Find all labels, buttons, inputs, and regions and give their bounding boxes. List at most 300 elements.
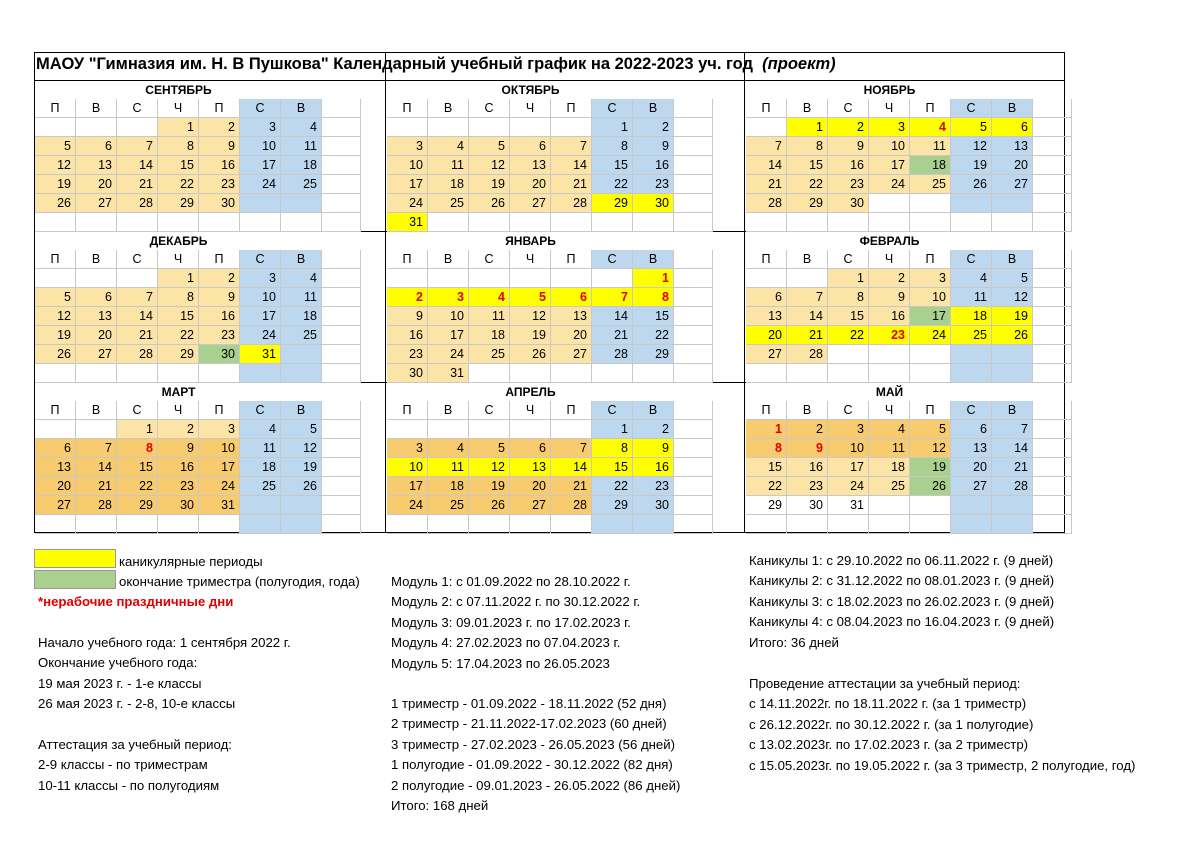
calendar-empty-cell xyxy=(633,364,674,383)
weekday-header: Ч xyxy=(158,250,199,269)
spacer-cell xyxy=(1033,477,1072,496)
calendar-day: 24 xyxy=(387,496,428,515)
calendar-empty-cell xyxy=(428,269,469,288)
spacer-cell xyxy=(322,307,361,326)
spacer-cell xyxy=(1033,99,1072,118)
calendar-day: 7 xyxy=(551,137,592,156)
calendar-empty-cell xyxy=(951,515,992,534)
calendar-day: 12 xyxy=(469,156,510,175)
calendar-empty-cell xyxy=(551,364,592,383)
calendar-empty-cell xyxy=(828,515,869,534)
note-line: Окончание учебного года: xyxy=(38,655,198,671)
spacer-cell xyxy=(1033,420,1072,439)
calendar-day: 9 xyxy=(869,288,910,307)
weekday-header: С xyxy=(828,401,869,420)
spacer-cell xyxy=(1033,307,1072,326)
calendar-day: 30 xyxy=(787,496,828,515)
calendar-day: 25 xyxy=(469,345,510,364)
calendar-empty-cell xyxy=(551,420,592,439)
calendar-day: 29 xyxy=(592,194,633,213)
calendar-day: 21 xyxy=(117,175,158,194)
calendar-empty-cell xyxy=(746,364,787,383)
calendar-day: 3 xyxy=(387,439,428,458)
calendar-day: 2 xyxy=(199,269,240,288)
month-name: ЯНВАРЬ xyxy=(505,234,556,248)
calendar-empty-cell xyxy=(828,213,869,232)
calendar-day: 6 xyxy=(510,439,551,458)
calendar-day: 7 xyxy=(551,439,592,458)
calendar-day: 9 xyxy=(633,439,674,458)
calendar-day: 27 xyxy=(76,194,117,213)
calendar-day: 30 xyxy=(199,194,240,213)
calendar-day: 26 xyxy=(510,345,551,364)
calendar-day: 10 xyxy=(387,458,428,477)
calendar-day: 22 xyxy=(117,477,158,496)
calendar-day: 6 xyxy=(76,137,117,156)
calendar-empty-cell xyxy=(428,118,469,137)
calendar-day: 8 xyxy=(828,288,869,307)
calendar-empty-cell xyxy=(910,213,951,232)
calendar-day: 25 xyxy=(428,496,469,515)
calendar-day: 31 xyxy=(199,496,240,515)
calendar-day: 19 xyxy=(992,307,1033,326)
calendar-day: 6 xyxy=(746,288,787,307)
calendar-empty-cell xyxy=(117,269,158,288)
calendar-day: 17 xyxy=(240,307,281,326)
calendar-empty-cell xyxy=(35,269,76,288)
spacer-cell xyxy=(322,175,361,194)
spacer-cell xyxy=(322,269,361,288)
weekday-header: С xyxy=(240,401,281,420)
weekday-header: В xyxy=(76,99,117,118)
spacer-cell xyxy=(674,420,713,439)
calendar-day: 16 xyxy=(199,156,240,175)
weekday-header: Ч xyxy=(869,250,910,269)
calendar-day: 8 xyxy=(117,439,158,458)
calendar-empty-cell xyxy=(633,515,674,534)
calendar-day: 29 xyxy=(592,496,633,515)
weekday-header: П xyxy=(551,401,592,420)
calendar-day: 20 xyxy=(76,326,117,345)
calendar-empty-cell xyxy=(35,213,76,232)
calendar-day: 21 xyxy=(551,175,592,194)
calendar-empty-cell xyxy=(828,364,869,383)
calendar-day: 18 xyxy=(910,156,951,175)
spacer-cell xyxy=(674,175,713,194)
calendar-day: 13 xyxy=(951,439,992,458)
calendar-day: 29 xyxy=(746,496,787,515)
weekday-header: С xyxy=(951,99,992,118)
spacer-cell xyxy=(322,137,361,156)
calendar-day: 3 xyxy=(240,269,281,288)
calendar-day: 16 xyxy=(199,307,240,326)
calendar-day: 18 xyxy=(469,326,510,345)
title-main: МАОУ "Гимназия им. Н. В Пушкова" Календарный учебный график на 2022-2023 уч. год xyxy=(36,55,753,73)
calendar-day: 30 xyxy=(633,496,674,515)
calendar-empty-cell xyxy=(746,118,787,137)
calendar-day: 9 xyxy=(199,137,240,156)
calendar-day: 7 xyxy=(992,420,1033,439)
calendar-empty-cell xyxy=(387,420,428,439)
weekday-header: Ч xyxy=(158,99,199,118)
weekday-header: Ч xyxy=(510,250,551,269)
calendar-day: 21 xyxy=(992,458,1033,477)
calendar-day: 16 xyxy=(158,458,199,477)
calendar-empty-cell xyxy=(117,118,158,137)
calendar-day: 8 xyxy=(158,288,199,307)
note-line: Начало учебного года: 1 сентября 2022 г. xyxy=(38,635,291,650)
calendar-empty-cell xyxy=(387,515,428,534)
calendar-empty-cell xyxy=(469,118,510,137)
calendar-day: 3 xyxy=(387,137,428,156)
weekday-header: П xyxy=(746,401,787,420)
calendar-day: 6 xyxy=(951,420,992,439)
calendar-day: 7 xyxy=(746,137,787,156)
calendar-empty-cell xyxy=(910,496,951,515)
attestation-line: Проведение аттестации за учебный период: xyxy=(749,676,1021,691)
calendar-day: 15 xyxy=(158,156,199,175)
spacer-cell xyxy=(322,477,361,496)
period-line: 3 триместр - 27.02.2023 - 26.05.2023 (56 дней) xyxy=(391,736,676,752)
calendar-day: 19 xyxy=(469,175,510,194)
calendar-empty-cell xyxy=(428,213,469,232)
calendar-empty-cell xyxy=(35,515,76,534)
calendar-day: 22 xyxy=(633,326,674,345)
calendar-empty-cell xyxy=(428,420,469,439)
weekday-header: П xyxy=(199,401,240,420)
calendar-empty-cell xyxy=(633,213,674,232)
weekday-header: С xyxy=(117,99,158,118)
calendar-day: 9 xyxy=(828,137,869,156)
calendar-day: 24 xyxy=(428,345,469,364)
weekday-header: С xyxy=(240,250,281,269)
vacation-line: Итого: 36 дней xyxy=(749,634,839,650)
calendar-empty-cell xyxy=(551,515,592,534)
calendar-day: 19 xyxy=(35,175,76,194)
calendar-day: 5 xyxy=(510,288,551,307)
calendar-day: 4 xyxy=(951,269,992,288)
weekday-header: П xyxy=(387,250,428,269)
calendar-day: 22 xyxy=(828,326,869,345)
calendar-day: 18 xyxy=(428,477,469,496)
calendar-day: 10 xyxy=(387,156,428,175)
calendar-day: 27 xyxy=(992,175,1033,194)
calendar-day: 12 xyxy=(951,137,992,156)
calendar-empty-cell xyxy=(281,515,322,534)
spacer-cell xyxy=(322,515,361,534)
calendar-day: 3 xyxy=(240,118,281,137)
weekday-header: П xyxy=(387,99,428,118)
weekday-header: С xyxy=(828,250,869,269)
calendar-day: 15 xyxy=(592,156,633,175)
calendar-day: 23 xyxy=(199,326,240,345)
weekday-header: Ч xyxy=(158,401,199,420)
calendar-day: 25 xyxy=(281,326,322,345)
calendar-empty-cell xyxy=(117,213,158,232)
calendar-day: 13 xyxy=(510,458,551,477)
calendar-empty-cell xyxy=(76,118,117,137)
spacer-cell xyxy=(1033,213,1072,232)
calendar-day: 21 xyxy=(746,175,787,194)
weekday-header: В xyxy=(787,401,828,420)
calendar-empty-cell xyxy=(76,515,117,534)
calendar-empty-cell xyxy=(387,118,428,137)
calendar-day: 23 xyxy=(633,477,674,496)
calendar-day: 11 xyxy=(428,458,469,477)
calendar-day: 1 xyxy=(633,269,674,288)
calendar-day: 12 xyxy=(35,307,76,326)
legend-term-end-label: окончание триместра (полугодия, года) xyxy=(119,574,360,589)
calendar-empty-cell xyxy=(469,515,510,534)
calendar-day: 2 xyxy=(787,420,828,439)
calendar-day: 26 xyxy=(281,477,322,496)
calendar-day: 27 xyxy=(76,345,117,364)
calendar-day: 24 xyxy=(869,175,910,194)
spacer-cell xyxy=(322,496,361,515)
calendar-day: 18 xyxy=(428,175,469,194)
calendar-day: 17 xyxy=(240,156,281,175)
weekday-header: В xyxy=(76,250,117,269)
calendar-day: 20 xyxy=(951,458,992,477)
calendar-day: 20 xyxy=(551,326,592,345)
calendar-empty-cell xyxy=(992,515,1033,534)
calendar-empty-cell xyxy=(551,269,592,288)
weekday-header: П xyxy=(746,250,787,269)
calendar-day: 23 xyxy=(387,345,428,364)
calendar-empty-cell xyxy=(592,364,633,383)
calendar-day: 4 xyxy=(428,137,469,156)
calendar-day: 24 xyxy=(387,194,428,213)
spacer-cell xyxy=(674,288,713,307)
calendar-day: 5 xyxy=(992,269,1033,288)
weekday-header: В xyxy=(281,401,322,420)
calendar-day: 8 xyxy=(158,137,199,156)
calendar-day: 18 xyxy=(281,307,322,326)
calendar-day: 9 xyxy=(158,439,199,458)
calendar-day: 12 xyxy=(469,458,510,477)
calendar-day: 22 xyxy=(787,175,828,194)
calendar-day: 24 xyxy=(240,175,281,194)
calendar-empty-cell xyxy=(76,420,117,439)
calendar-day: 16 xyxy=(787,458,828,477)
calendar-day: 8 xyxy=(746,439,787,458)
calendar-day: 5 xyxy=(951,118,992,137)
calendar-day: 10 xyxy=(910,288,951,307)
spacer-cell xyxy=(1033,458,1072,477)
calendar-day: 5 xyxy=(469,439,510,458)
calendar-day: 23 xyxy=(787,477,828,496)
weekday-header: В xyxy=(992,99,1033,118)
calendar-day: 28 xyxy=(117,345,158,364)
calendar-day: 18 xyxy=(281,156,322,175)
calendar-day: 31 xyxy=(428,364,469,383)
module-line: Модуль 1: с 01.09.2022 по 28.10.2022 г. xyxy=(391,574,631,589)
calendar-day: 25 xyxy=(910,175,951,194)
weekday-header: В xyxy=(633,250,674,269)
spacer-cell xyxy=(674,269,713,288)
spacer-cell xyxy=(322,194,361,213)
calendar-day: 2 xyxy=(828,118,869,137)
calendar-empty-cell xyxy=(240,194,281,213)
weekday-header: П xyxy=(910,401,951,420)
weekday-header: П xyxy=(910,99,951,118)
calendar-empty-cell xyxy=(469,269,510,288)
calendar-empty-cell xyxy=(199,364,240,383)
calendar-day: 8 xyxy=(592,137,633,156)
period-line: 2 полугодие - 09.01.2023 - 26.05.2022 (86 дней) xyxy=(391,777,681,793)
calendar-day: 24 xyxy=(828,477,869,496)
calendar-day: 8 xyxy=(633,288,674,307)
weekday-header: В xyxy=(992,401,1033,420)
calendar-day: 15 xyxy=(633,307,674,326)
calendar-empty-cell xyxy=(592,515,633,534)
calendar-day: 13 xyxy=(76,156,117,175)
calendar-day: 28 xyxy=(117,194,158,213)
weekday-header: П xyxy=(35,401,76,420)
calendar-day: 29 xyxy=(787,194,828,213)
calendar-day: 20 xyxy=(746,326,787,345)
calendar-day: 14 xyxy=(592,307,633,326)
calendar-day: 1 xyxy=(592,118,633,137)
calendar-empty-cell xyxy=(510,118,551,137)
spacer-cell xyxy=(1033,194,1072,213)
calendar-day: 13 xyxy=(76,307,117,326)
calendar-day: 2 xyxy=(387,288,428,307)
calendar-day: 27 xyxy=(746,345,787,364)
calendar-day: 28 xyxy=(787,345,828,364)
calendar-day: 17 xyxy=(828,458,869,477)
spacer-cell xyxy=(674,326,713,345)
spacer-cell xyxy=(322,99,361,118)
calendar-day: 4 xyxy=(869,420,910,439)
calendar-day: 1 xyxy=(787,118,828,137)
spacer-cell xyxy=(674,496,713,515)
calendar-day: 3 xyxy=(910,269,951,288)
calendar-day: 26 xyxy=(35,194,76,213)
row-separator xyxy=(34,80,1065,81)
vacation-line: Каникулы 1: с 29.10.2022 по 06.11.2022 г. (9 дней) xyxy=(749,553,1054,568)
calendar-day: 1 xyxy=(828,269,869,288)
spacer-cell xyxy=(322,439,361,458)
calendar-empty-cell xyxy=(869,194,910,213)
weekday-header: С xyxy=(469,401,510,420)
spacer-cell xyxy=(1033,156,1072,175)
calendar-day: 6 xyxy=(992,118,1033,137)
spacer-cell xyxy=(674,99,713,118)
calendar-day: 26 xyxy=(35,345,76,364)
calendar-day: 23 xyxy=(869,326,910,345)
calendar-day: 6 xyxy=(76,288,117,307)
calendar-day: 26 xyxy=(951,175,992,194)
weekday-header: Ч xyxy=(869,401,910,420)
calendar-day: 2 xyxy=(199,118,240,137)
calendar-day: 4 xyxy=(281,118,322,137)
period-line: 2 триместр - 21.11.2022-17.02.2023 (60 дней) xyxy=(391,716,667,732)
spacer-cell xyxy=(674,458,713,477)
calendar-empty-cell xyxy=(76,213,117,232)
calendar-empty-cell xyxy=(281,213,322,232)
calendar-day: 26 xyxy=(992,326,1033,345)
legend-vacation-label: каникулярные периоды xyxy=(119,554,263,569)
month-name: ОКТЯБРЬ xyxy=(501,83,560,97)
calendar-day: 31 xyxy=(240,345,281,364)
calendar-day: 5 xyxy=(35,137,76,156)
calendar-day: 20 xyxy=(992,156,1033,175)
calendar-day: 16 xyxy=(828,156,869,175)
calendar-empty-cell xyxy=(240,496,281,515)
calendar-empty-cell xyxy=(992,496,1033,515)
calendar-day: 1 xyxy=(158,269,199,288)
calendar-empty-cell xyxy=(117,515,158,534)
calendar-empty-cell xyxy=(951,496,992,515)
calendar-day: 8 xyxy=(787,137,828,156)
weekday-header: В xyxy=(281,250,322,269)
calendar-empty-cell xyxy=(592,269,633,288)
weekday-header: В xyxy=(428,99,469,118)
calendar-day: 6 xyxy=(510,137,551,156)
weekday-header: С xyxy=(592,99,633,118)
spacer-cell xyxy=(322,401,361,420)
calendar-day: 25 xyxy=(281,175,322,194)
calendar-day: 27 xyxy=(510,496,551,515)
calendar-day: 19 xyxy=(281,458,322,477)
calendar-empty-cell xyxy=(199,213,240,232)
calendar-empty-cell xyxy=(76,364,117,383)
vacation-line: Каникулы 3: с 18.02.2023 по 26.02.2023 г. (9 дней) xyxy=(749,593,1055,609)
calendar-day: 5 xyxy=(35,288,76,307)
calendar-day: 19 xyxy=(35,326,76,345)
calendar-empty-cell xyxy=(510,420,551,439)
weekday-header: С xyxy=(828,99,869,118)
calendar-day: 14 xyxy=(746,156,787,175)
calendar-empty-cell xyxy=(992,213,1033,232)
calendar-day: 12 xyxy=(281,439,322,458)
period-line: 1 полугодие - 01.09.2022 - 30.12.2022 (82 дня) xyxy=(391,757,673,773)
spacer-cell xyxy=(674,307,713,326)
calendar-day: 10 xyxy=(428,307,469,326)
calendar-empty-cell xyxy=(951,364,992,383)
calendar-day: 15 xyxy=(746,458,787,477)
calendar-day: 20 xyxy=(510,477,551,496)
calendar-empty-cell xyxy=(158,213,199,232)
calendar-day: 21 xyxy=(76,477,117,496)
calendar-empty-cell xyxy=(869,345,910,364)
calendar-day: 19 xyxy=(510,326,551,345)
calendar-day: 27 xyxy=(951,477,992,496)
attestation-line: с 26.12.2022г. по 30.12.2022 г. (за 1 полугодие) xyxy=(749,716,1034,732)
calendar-day: 11 xyxy=(910,137,951,156)
calendar-day: 6 xyxy=(551,288,592,307)
calendar-day: 4 xyxy=(469,288,510,307)
calendar-day: 29 xyxy=(117,496,158,515)
calendar-day: 10 xyxy=(240,137,281,156)
title-suffix: (проект) xyxy=(762,55,836,73)
spacer-cell xyxy=(1033,364,1072,383)
calendar-empty-cell xyxy=(469,420,510,439)
calendar-empty-cell xyxy=(240,213,281,232)
spacer-cell xyxy=(322,118,361,137)
weekday-header: С xyxy=(117,250,158,269)
calendar-day: 23 xyxy=(828,175,869,194)
spacer-cell xyxy=(322,420,361,439)
calendar-day: 14 xyxy=(551,156,592,175)
calendar-day: 28 xyxy=(551,194,592,213)
spacer-cell xyxy=(674,439,713,458)
calendar-day: 30 xyxy=(633,194,674,213)
calendar-empty-cell xyxy=(281,496,322,515)
calendar-day: 18 xyxy=(869,458,910,477)
weekday-header: В xyxy=(633,401,674,420)
